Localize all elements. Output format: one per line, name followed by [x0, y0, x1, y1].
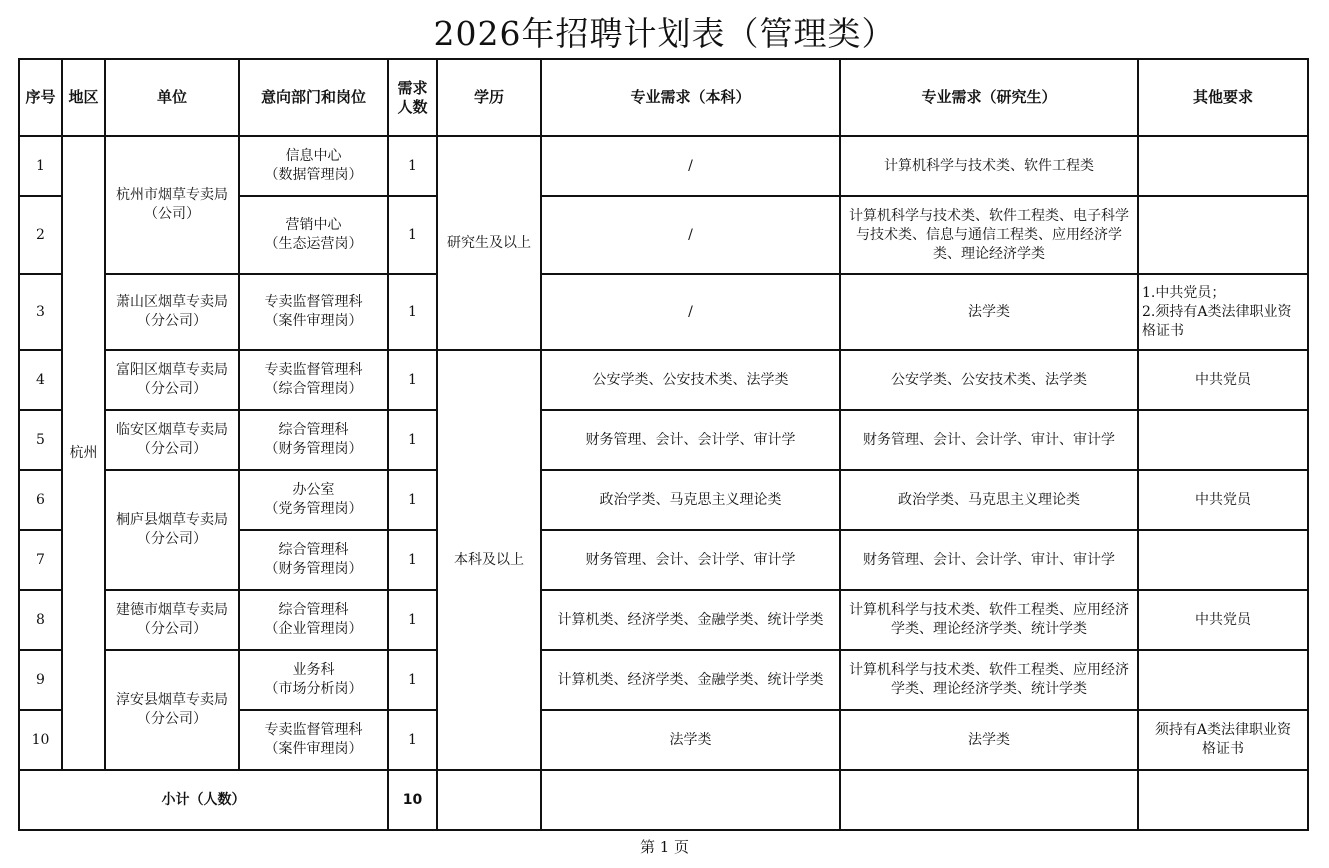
dept-post-cell — [239, 710, 388, 770]
count-cell: 1 — [388, 410, 437, 470]
major-pg-cell: 计算机科学与技术类、软件工程类、电子科学与技术类、信息与通信工程类、应用经济学类、理论经济学类 — [840, 196, 1138, 274]
other-cell: 中共党员 — [1138, 350, 1308, 410]
post-name: （案件审理岗） — [264, 313, 363, 329]
dept-name: 专卖监督管理科 — [264, 294, 363, 310]
major-pg-cell: 计算机科学与技术类、软件工程类、应用经济学类、理论经济学类、统计学类 — [840, 590, 1138, 650]
other-cell — [1138, 196, 1308, 274]
dept-post-cell — [239, 530, 388, 590]
header-dept-post: 意向部门和岗位 — [239, 59, 388, 136]
other-cell — [1138, 274, 1308, 350]
major-pg-cell: 公安学类、公安技术类、法学类 — [840, 350, 1138, 410]
dept-name: 办公室 — [292, 482, 335, 498]
dept-name: 综合管理科 — [278, 422, 349, 438]
table-row — [19, 470, 1308, 530]
header-count: 需求人数 — [388, 59, 437, 136]
table-row — [19, 410, 1308, 470]
dept-name: 专卖监督管理科 — [264, 722, 363, 738]
row-seq: 1 — [19, 136, 62, 196]
count-cell: 1 — [388, 350, 437, 410]
header-major-pg: 专业需求（研究生） — [840, 59, 1138, 136]
unit-sub: （分公司） — [137, 441, 207, 457]
count-cell: 1 — [388, 274, 437, 350]
unit-cell — [105, 650, 239, 770]
dept-name: 信息中心 — [285, 148, 342, 164]
unit-name: 萧山区烟草专卖局 — [116, 294, 228, 310]
table-row — [19, 650, 1308, 710]
post-name: （生态运营岗） — [264, 236, 363, 252]
post-name: （党务管理岗） — [264, 501, 363, 517]
major-pg-cell: 法学类 — [840, 274, 1138, 350]
row-seq: 4 — [19, 350, 62, 410]
unit-name: 建德市烟草专卖局 — [116, 602, 228, 618]
other-line: 2.须持有A类法律职业资格证书 — [1142, 303, 1292, 339]
dept-name: 业务科 — [292, 662, 335, 678]
count-cell: 1 — [388, 590, 437, 650]
major-pg-cell: 财务管理、会计、会计学、审计、审计学 — [840, 410, 1138, 470]
major-pg-cell: 政治学类、马克思主义理论类 — [840, 470, 1138, 530]
unit-cell — [105, 350, 239, 410]
dept-post-cell — [239, 410, 388, 470]
major-ug-cell: 法学类 — [541, 710, 840, 770]
dept-name: 营销中心 — [285, 217, 342, 233]
count-cell: 1 — [388, 196, 437, 274]
other-cell: 须持有A类法律职业资格证书 — [1138, 710, 1308, 770]
row-seq: 2 — [19, 196, 62, 274]
major-pg-cell: 计算机科学与技术类、软件工程类、应用经济学类、理论经济学类、统计学类 — [840, 650, 1138, 710]
post-name: （企业管理岗） — [264, 621, 363, 637]
post-name: （综合管理岗） — [264, 381, 363, 397]
other-cell — [1138, 136, 1308, 196]
unit-name: 淳安县烟草专卖局 — [116, 692, 228, 708]
table-row — [19, 350, 1308, 410]
other-cell — [1138, 410, 1308, 470]
empty-cell — [541, 770, 840, 830]
unit-name: 临安区烟草专卖局 — [116, 422, 228, 438]
unit-cell — [105, 136, 239, 274]
subtotal-label: 小计（人数） — [19, 770, 388, 830]
header-region: 地区 — [62, 59, 105, 136]
unit-sub: （分公司） — [137, 711, 207, 727]
unit-name: 富阳区烟草专卖局 — [116, 362, 228, 378]
other-line: 1.中共党员； — [1142, 284, 1226, 301]
count-cell: 1 — [388, 530, 437, 590]
empty-cell — [1138, 770, 1308, 830]
row-seq: 7 — [19, 530, 62, 590]
other-cell: 中共党员 — [1138, 470, 1308, 530]
page-number: 第 1 页 — [639, 838, 690, 856]
major-pg-cell: 计算机科学与技术类、软件工程类 — [840, 136, 1138, 196]
dept-name: 综合管理科 — [278, 602, 349, 618]
count-cell: 1 — [388, 710, 437, 770]
page-title: 2026年招聘计划表（管理类） — [433, 14, 896, 53]
row-seq: 9 — [19, 650, 62, 710]
dept-post-cell — [239, 196, 388, 274]
row-seq: 6 — [19, 470, 62, 530]
unit-sub: （公司） — [144, 206, 200, 222]
major-ug-cell: 计算机类、经济学类、金融学类、统计学类 — [541, 590, 840, 650]
unit-cell — [105, 410, 239, 470]
major-ug-cell: 财务管理、会计、会计学、审计学 — [541, 410, 840, 470]
header-other: 其他要求 — [1138, 59, 1308, 136]
table-row — [19, 590, 1308, 650]
post-name: （案件审理岗） — [264, 741, 363, 757]
row-seq: 3 — [19, 274, 62, 350]
count-cell: 1 — [388, 136, 437, 196]
row-seq: 10 — [19, 710, 62, 770]
major-ug-cell: 财务管理、会计、会计学、审计学 — [541, 530, 840, 590]
unit-cell — [105, 274, 239, 350]
header-unit: 单位 — [105, 59, 239, 136]
dept-post-cell — [239, 470, 388, 530]
major-pg-cell: 法学类 — [840, 710, 1138, 770]
dept-post-cell — [239, 350, 388, 410]
major-pg-cell: 财务管理、会计、会计学、审计、审计学 — [840, 530, 1138, 590]
empty-cell — [437, 770, 541, 830]
major-ug-cell: / — [541, 136, 840, 196]
row-seq: 5 — [19, 410, 62, 470]
dept-post-cell — [239, 136, 388, 196]
unit-name: 杭州市烟草专卖局 — [116, 187, 228, 203]
post-name: （数据管理岗） — [264, 167, 363, 183]
education-cell: 本科及以上 — [437, 350, 541, 770]
empty-cell — [840, 770, 1138, 830]
unit-cell — [105, 590, 239, 650]
major-ug-cell: / — [541, 274, 840, 350]
post-name: （市场分析岗） — [264, 681, 363, 697]
header-major-ug: 专业需求（本科） — [541, 59, 840, 136]
count-cell: 1 — [388, 650, 437, 710]
unit-cell — [105, 470, 239, 590]
unit-sub: （分公司） — [137, 381, 207, 397]
header-education: 学历 — [437, 59, 541, 136]
major-ug-cell: 政治学类、马克思主义理论类 — [541, 470, 840, 530]
unit-sub: （分公司） — [137, 621, 207, 637]
dept-post-cell — [239, 650, 388, 710]
education-cell: 研究生及以上 — [437, 136, 541, 350]
other-cell: 中共党员 — [1138, 590, 1308, 650]
subtotal-row — [19, 770, 1308, 830]
region-cell: 杭州 — [62, 136, 105, 770]
unit-sub: （分公司） — [137, 531, 207, 547]
dept-name: 专卖监督管理科 — [264, 362, 363, 378]
count-cell: 1 — [388, 470, 437, 530]
dept-post-cell — [239, 590, 388, 650]
post-name: （财务管理岗） — [264, 441, 363, 457]
row-seq: 8 — [19, 590, 62, 650]
other-cell — [1138, 650, 1308, 710]
major-ug-cell: 计算机类、经济学类、金融学类、统计学类 — [541, 650, 840, 710]
table-row — [19, 136, 1308, 196]
unit-sub: （分公司） — [137, 313, 207, 329]
header-row — [19, 59, 1308, 136]
major-ug-cell: 公安学类、公安技术类、法学类 — [541, 350, 840, 410]
recruitment-table — [18, 58, 1309, 831]
header-seq: 序号 — [19, 59, 62, 136]
other-cell — [1138, 530, 1308, 590]
subtotal-value: 10 — [388, 770, 437, 830]
dept-post-cell — [239, 274, 388, 350]
table-row — [19, 274, 1308, 350]
major-ug-cell: / — [541, 196, 840, 274]
unit-name: 桐庐县烟草专卖局 — [116, 512, 228, 528]
post-name: （财务管理岗） — [264, 561, 363, 577]
dept-name: 综合管理科 — [278, 542, 349, 558]
